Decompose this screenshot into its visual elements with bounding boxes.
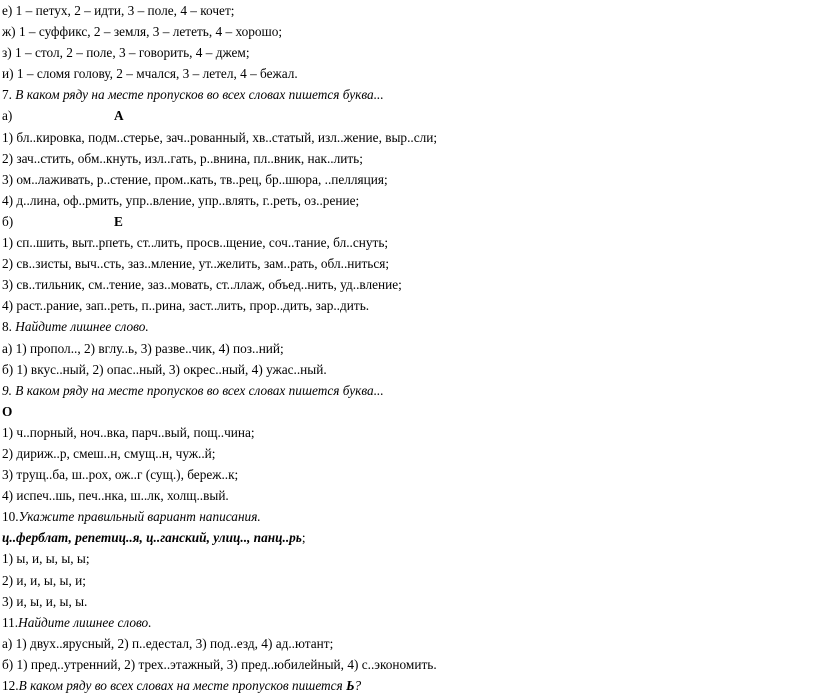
question-12-text: В каком ряду во всех словах на месте пропусков пишется <box>18 678 347 693</box>
question-10-semicolon: ; <box>301 530 306 546</box>
question-12-letter: Ь <box>346 678 355 693</box>
option-b4: 4) раст..рание, зап..реть, п..рина, заст..лить, прор..дить, зар..дить. <box>2 298 370 314</box>
question-10-number: 10. <box>2 509 19 525</box>
question-11 <box>2 612 816 633</box>
question-10-text: Укажите правильный вариант написания. <box>18 509 261 525</box>
question-10-word-list: ц..ферблат, репетиц..я, ц..ганский, улиц.., панц..рь <box>2 530 302 546</box>
question-11-number: 11. <box>2 614 19 630</box>
question-8-number: 8. <box>2 319 16 335</box>
question-8-text: Найдите лишнее слово. <box>15 319 149 335</box>
question-12-end: ? <box>354 678 362 693</box>
option-a3: 3) ом..лаживать, р..стение, пром..кать, тв..рец, бр..шюра, ..пелляция; <box>2 171 388 187</box>
option-b1: 1) сп..шить, выт..рпеть, ст..лить, просв..щение, соч..тание, бл..снуть; <box>2 235 389 251</box>
option-10-1: 1) ы, и, ы, ы, ы; <box>2 551 90 567</box>
question-10 <box>2 506 816 527</box>
option-b2: 2) св..зисты, выч..сть, заз..мление, ут..желить, зам..рать, обл..ниться; <box>2 256 390 272</box>
option-b3: 3) св..тильник, см..тение, заз..мовать, ст..ллаж, объед..нить, уд..вление; <box>2 277 402 293</box>
question-10-words <box>2 527 816 548</box>
question-7-number: 7. <box>2 87 16 103</box>
option-o1: 1) ч..порный, ноч..вка, парч..вый, пощ..чина; <box>2 424 255 440</box>
option-o3: 3) трущ..ба, ш..рох, ож..г (сущ.), береж..к; <box>2 467 239 483</box>
question-8a: а) 1) пропол.., 2) вглу..ь, 3) разве..чик, 4) поз..ний; <box>2 340 284 356</box>
option-o4: 4) испеч..шь, печ..нка, ш..лк, холщ..вый. <box>2 488 229 504</box>
section-b-header <box>2 211 816 232</box>
question-8b: б) 1) вкус..ный, 2) опас..ный, 3) окрес..ный, 4) ужас..ный. <box>2 361 327 377</box>
section-a-label: а) <box>2 108 13 124</box>
question-12 <box>2 675 816 696</box>
answer-line-z: з) 1 – стол, 2 – поле, 3 – говорить, 4 – джем; <box>2 45 250 61</box>
option-10-2: 2) и, и, ы, ы, и; <box>2 572 86 588</box>
question-11a: а) 1) двух..ярусный, 2) п..едестал, 3) под..езд, 4) ад..ютант; <box>2 635 334 651</box>
option-a1: 1) бл..кировка, подм..стерье, зач..рованный, хв..статый, изл..жение, выр..сли; <box>2 129 438 145</box>
answer-line-e: е) 1 – петух, 2 – идти, 3 – поле, 4 – кочет; <box>2 3 235 18</box>
section-o-letter: О <box>2 403 13 419</box>
section-a-letter: А <box>114 108 124 124</box>
section-b-letter: Е <box>114 213 123 229</box>
answer-line-zh: ж) 1 – суффикс, 2 – земля, 3 – лететь, 4 – хорошо; <box>2 24 283 40</box>
section-b-label: б) <box>2 213 14 229</box>
question-12-number: 12. <box>2 678 19 693</box>
option-a2: 2) зач..стить, обм..кнуть, изл..гать, р..внина, пл..вник, нак..лить; <box>2 150 363 166</box>
question-8 <box>2 316 816 337</box>
option-o2: 2) дириж..р, смеш..н, смущ..н, чуж..й; <box>2 445 216 461</box>
question-7-text: В каком ряду на месте пропусков во всех словах пишется буква... <box>15 87 384 103</box>
option-10-3: 3) и, ы, и, ы, ы. <box>2 593 88 609</box>
section-a-header <box>2 105 816 126</box>
option-a4: 4) д..лина, оф..рмить, упр..вление, упр..влять, г..реть, оз..рение; <box>2 192 360 208</box>
question-9: 9. В каком ряду на месте пропусков во всех словах пишется буква... <box>2 382 384 398</box>
answer-line-i: и) 1 – сломя голову, 2 – мчался, 3 – летел, 4 – бежал. <box>2 66 298 82</box>
question-11-text: Найдите лишнее слово. <box>18 614 152 630</box>
question-7 <box>2 84 816 105</box>
question-11b: б) 1) пред..утренний, 2) трех..этажный, 3) пред..юбилейный, 4) с..экономить. <box>2 656 437 672</box>
